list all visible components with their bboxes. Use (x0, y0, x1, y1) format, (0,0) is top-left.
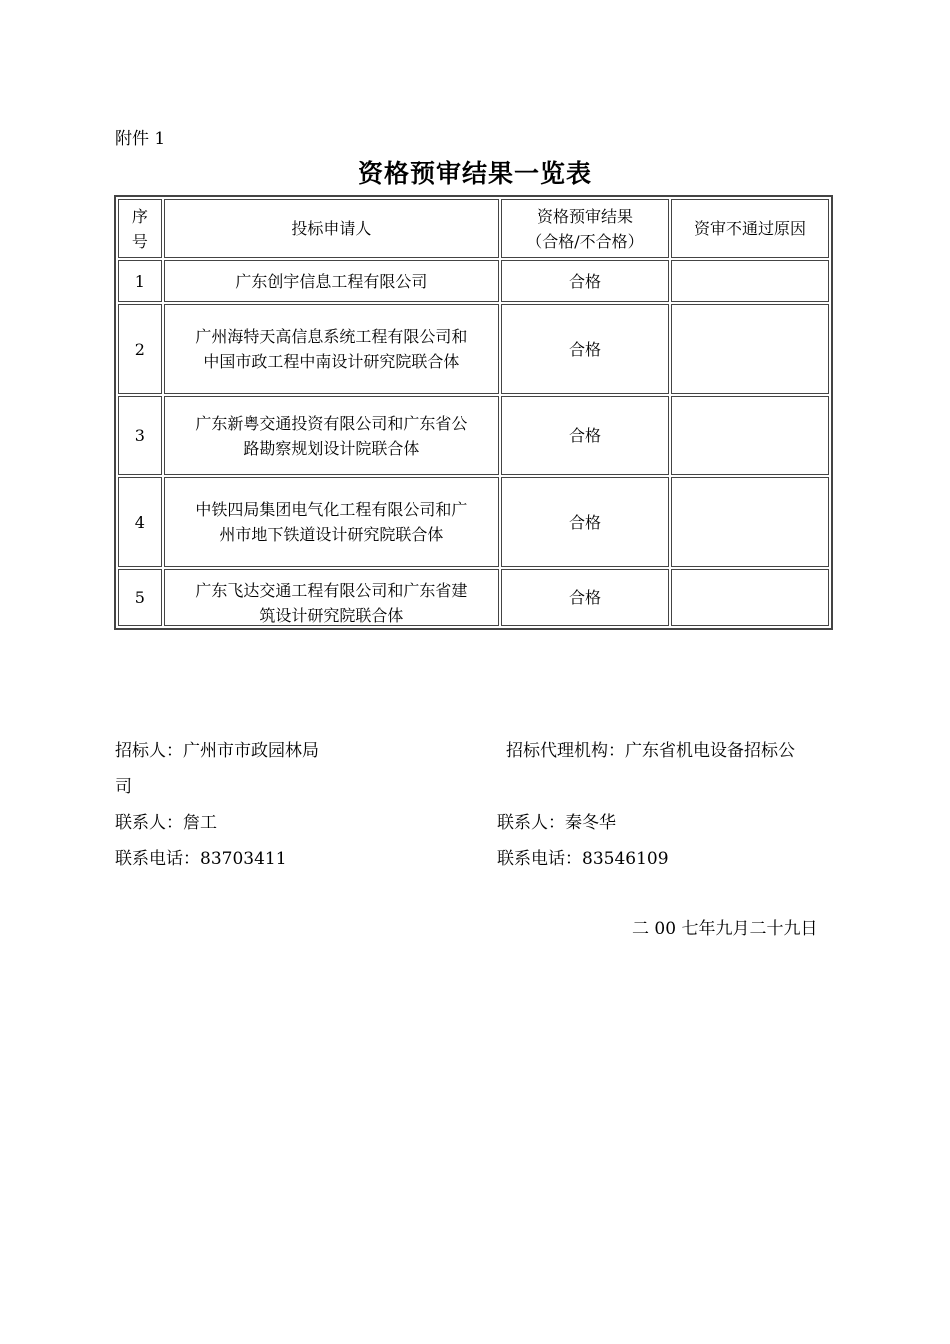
row-no: 3 (118, 396, 162, 475)
header-result (501, 199, 669, 258)
header-result-line: 资格预审结果 (536, 206, 633, 226)
row-no: 1 (118, 260, 162, 302)
row-reason (671, 396, 829, 475)
header-applicant: 投标申请人 (164, 199, 499, 258)
agency-text: 招标代理机构：广东省机电设备招标公 (506, 741, 795, 761)
row-result: 合格 (501, 304, 669, 394)
row-reason (671, 477, 829, 567)
phone-left: 联系电话：83703411 (115, 849, 287, 869)
table-row (118, 477, 829, 567)
applicant-line: 广州海特天高信息系统工程有限公司和 (195, 327, 468, 346)
header-no-line: 号 (131, 231, 148, 251)
row-result: 合格 (501, 260, 669, 302)
result-table (114, 195, 833, 630)
row-no: 5 (118, 569, 162, 626)
row-result: 合格 (501, 477, 669, 567)
header-result-line: （合格/不合格） (526, 231, 644, 251)
contact-left: 联系人：詹工 (115, 813, 217, 833)
row-applicant (164, 477, 499, 567)
header-no-line: 序 (131, 206, 148, 226)
table-header-row (118, 199, 829, 258)
row-no: 4 (118, 477, 162, 567)
table-row (118, 304, 829, 394)
row-applicant (164, 569, 499, 626)
row-no: 2 (118, 304, 162, 394)
applicant-clip (169, 572, 494, 624)
agency-text-wrap: 司 (115, 777, 132, 797)
row-applicant (164, 396, 499, 475)
applicant-line: 中国市政工程中南设计研究院联合体 (203, 352, 460, 371)
attachment-label: 附件 1 (115, 129, 166, 149)
applicant-line: 广东创宇信息工程有限公司 (235, 271, 428, 291)
table-row (118, 396, 829, 475)
row-result: 合格 (501, 396, 669, 475)
phone-right: 联系电话：83546109 (497, 849, 669, 869)
applicant-line: 中铁四局集团电气化工程有限公司和广 (195, 500, 468, 519)
tenderer-text: 招标人：广州市市政园林局 (115, 741, 319, 761)
applicant-line: 州市地下铁道设计研究院联合体 (219, 525, 444, 544)
row-reason (671, 569, 829, 626)
header-reason: 资审不通过原因 (671, 199, 829, 258)
issue-date: 二 00 七年九月二十九日 (632, 919, 818, 939)
contact-right: 联系人：秦冬华 (497, 813, 616, 833)
page-title: 资格预审结果一览表 (357, 159, 592, 188)
table-row (118, 569, 829, 626)
applicant-line: 广东新粤交通投资有限公司和广东省公 (195, 413, 468, 433)
row-reason (671, 304, 829, 394)
row-result: 合格 (501, 569, 669, 626)
table-row (118, 260, 829, 302)
row-reason (671, 260, 829, 302)
applicant-line: 筑设计研究院联合体 (259, 605, 404, 624)
applicant-line: 路勘察规划设计院联合体 (243, 438, 420, 458)
applicant-line: 广东飞达交通工程有限公司和广东省建 (195, 580, 468, 600)
header-no (118, 199, 162, 258)
row-applicant (164, 304, 499, 394)
row-applicant (164, 260, 499, 302)
